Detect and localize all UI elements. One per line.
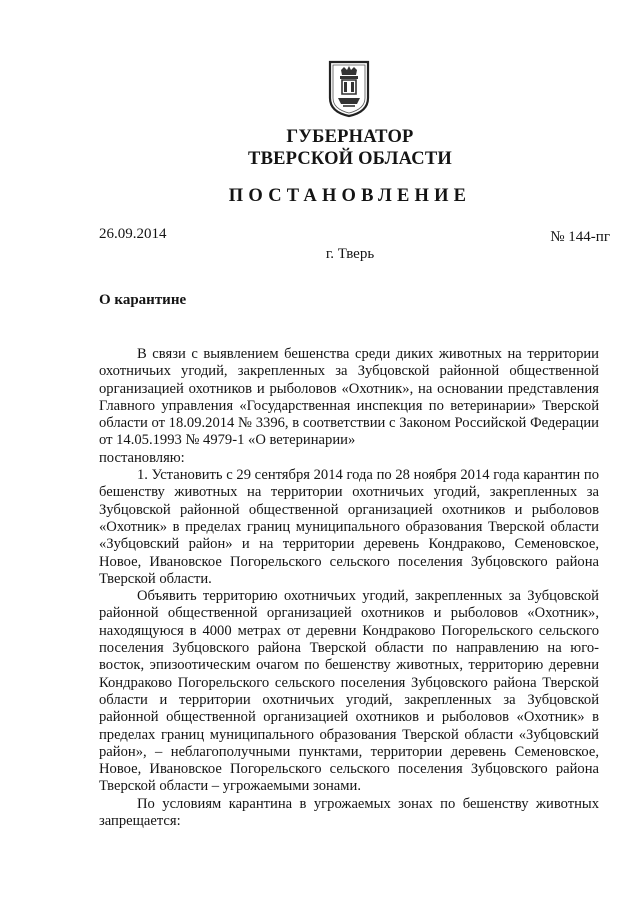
document-subject: О карантине <box>99 292 187 308</box>
document-number: № 144-пг <box>550 229 610 245</box>
paragraph-restrictions: По условиям карантина в угрожаемых зонах по бешенству животных запрещается: <box>99 795 599 830</box>
authority-title: ГУБЕРНАТОР <box>286 127 414 147</box>
authority-region: ТВЕРСКОЙ ОБЛАСТИ <box>248 149 452 169</box>
paragraph-declaration: Объявить территорию охотничьих угодий, закрепленных за Зубцовской районной общественной организацией охотников и рыболовов «Охотник», находящуюся в 4000 метрах от деревни Кондраково Погорельского сельского поселения Зубцовского района Тверской области по направлению на юго-восток, эпизоотическим очагом по бешенству животных, территорию деревни Кондраково Погорельского сельского поселения Зубцовского района Тверской области и территории охотничьих угодий, закрепленных за Зубцовской районной общественной организацией охотников и рыболовов «Охотник» в пределах границ муниципального образования Тверской области «Зубцовский район», – неблагополучными пунктами, территории деревень Семеновское, Новое, Ивановское Погорельского сельского поселения Зубцовского района Тверской области – угрожаемыми зонами. <box>99 588 599 795</box>
coat-of-arms-icon <box>326 58 372 118</box>
paragraph-item-1: 1. Установить с 29 сентября 2014 года по 28 ноября 2014 года карантин по бешенству животных на территории охотничьих угодий, закрепленных за Зубцовской районной общественной организацией охотников и рыболовов «Охотник» в пределах границ муниципального образования Тверской области «Зубцовский район» и на территории деревень Кондраково, Семеновское, Новое, Ивановское Погорельского сельского поселения Зубцовского района Тверской области. <box>99 467 599 587</box>
document-city: г. Тверь <box>325 246 375 262</box>
paragraph-preamble: В связи с выявлением бешенства среди диких животных на территории охотничьих угодий, закрепленных за Зубцовской районной общественной организацией охотников и рыболовов «Охотник», на основании представления Главного управления «Государственная инспекция по ветеринарии» Тверской области от 18.09.2014 № 3396, в соответствии с Законом Российской Федерации от 14.05.1993 № 4979-1 «О ветеринарии» <box>99 346 599 449</box>
document-date: 26.09.2014 <box>99 226 167 242</box>
document-body <box>99 346 599 830</box>
paragraph-decree: постановляю: <box>99 449 185 466</box>
document-type: ПОСТАНОВЛЕНИЕ <box>228 186 472 206</box>
